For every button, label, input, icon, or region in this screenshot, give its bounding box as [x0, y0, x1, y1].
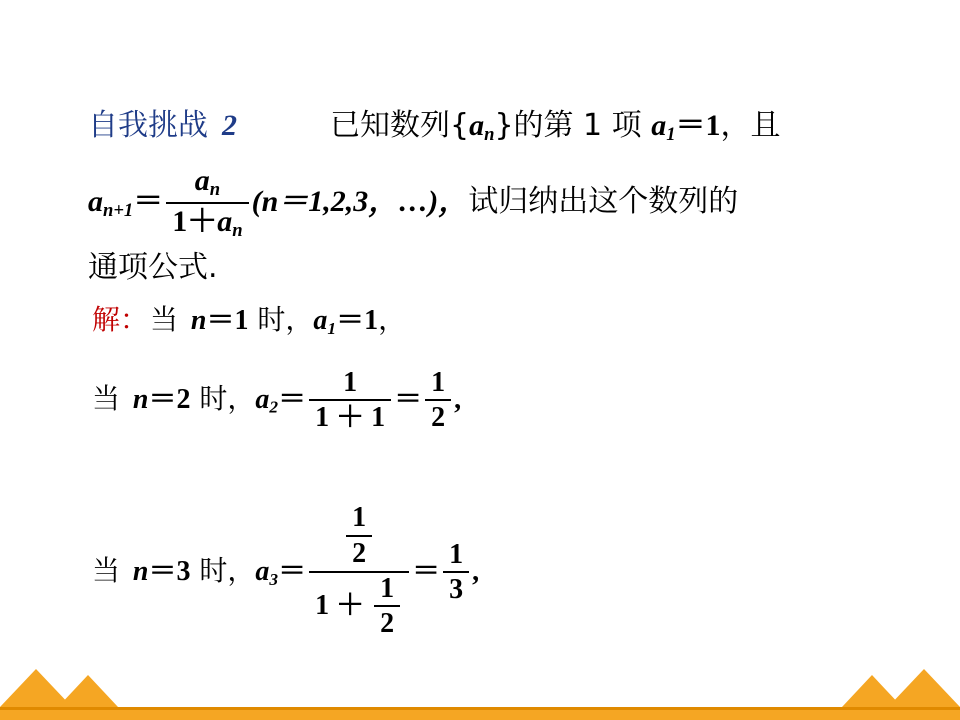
recurrence-den-subscript: n: [232, 219, 243, 241]
problem-text-mid: }的第 1 项: [494, 108, 652, 143]
step3-inner-num-denominator: 2: [352, 537, 367, 569]
recurrence-fraction-numerator: [166, 164, 248, 204]
step1-condition: ＝1: [206, 305, 249, 336]
recurrence-fraction: [166, 164, 248, 242]
recurrence-equals: ＝: [133, 184, 164, 218]
recurrence-lhs: a: [88, 184, 103, 218]
challenge-heading-number: 2: [222, 109, 237, 142]
step2-result-subscript: 2: [269, 397, 279, 417]
recurrence-den-prefix: 1＋: [172, 204, 218, 238]
step1-trailing-comma: ，: [378, 303, 407, 336]
step3-inner-denominator-fraction: [374, 573, 400, 640]
step3-value-numerator: 1: [443, 539, 469, 573]
step3-outer-denominator: [309, 573, 409, 641]
solution-step-2: [92, 368, 461, 435]
step2-when-text: 时，: [190, 381, 256, 415]
problem-statement-line-1: [330, 100, 781, 146]
step2-value-fraction: [425, 367, 451, 434]
sequence-symbol-subscript: n: [484, 124, 495, 146]
step2-result-symbol: a: [255, 383, 270, 415]
step3-complex-fraction: [309, 504, 409, 641]
step1-result-value: ＝1: [336, 305, 379, 336]
step3-inner-den-numerator: 1: [374, 573, 400, 607]
a1-subscript: 1: [666, 124, 676, 146]
step3-result-subscript: 3: [269, 570, 279, 589]
step3-when-text: 时，: [190, 554, 256, 588]
step2-condition: ＝2: [148, 383, 191, 415]
step3-result-equals: ＝: [278, 556, 307, 588]
problem-statement-line-2: [88, 165, 738, 243]
solution-step-3: [92, 502, 480, 642]
step3-inner-num-numerator: 1: [346, 502, 372, 536]
recurrence-fraction-denominator: [166, 204, 248, 242]
step3-inner-den-denominator: 2: [380, 608, 395, 640]
step3-second-equals: ＝: [412, 556, 441, 588]
recurrence-num-symbol: a: [194, 163, 210, 197]
step1-result-subscript: 1: [327, 318, 337, 338]
step2-value-denominator: 2: [431, 401, 446, 433]
step1-case-prefix: 当: [150, 303, 187, 336]
step3-case-prefix: 当: [92, 554, 129, 588]
problem-line2-tail: 试归纳出这个数列的: [468, 183, 739, 219]
problem-statement-line-3: [88, 242, 218, 286]
challenge-heading-label: 自我挑战: [88, 108, 208, 143]
step2-value-numerator: 1: [425, 367, 451, 401]
step2-fraction-denominator: 1 ＋ 1: [315, 401, 386, 433]
step2-result-equals: ＝: [278, 383, 307, 415]
challenge-heading: [88, 100, 237, 144]
step2-second-equals: ＝: [394, 383, 423, 415]
step3-trailing-comma: ,: [472, 556, 480, 588]
step2-variable: n: [132, 383, 149, 415]
step1-result-symbol: a: [313, 305, 328, 336]
recurrence-lhs-subscript: n+1: [103, 200, 134, 222]
step2-fraction-numerator: 1: [309, 367, 391, 401]
recurrence-den-symbol: a: [217, 204, 233, 238]
step3-inner-numerator-fraction: [346, 502, 372, 569]
step2-fraction: [309, 367, 391, 434]
recurrence-condition: (n＝1,2,3，…)，: [251, 184, 469, 218]
decorative-triangle-left-inner: [58, 675, 118, 707]
problem-text-post: ，且: [720, 108, 781, 143]
step3-value-fraction: [443, 539, 469, 606]
step3-outer-numerator: [309, 504, 409, 574]
step3-den-prefix: 1 ＋: [315, 590, 372, 622]
step2-trailing-comma: ,: [454, 383, 462, 415]
step3-variable: n: [132, 556, 149, 588]
step2-case-prefix: 当: [92, 381, 129, 415]
solution-label-text: 解：: [92, 303, 149, 336]
step3-value-denominator: 3: [449, 574, 464, 606]
a1-value: ＝1: [675, 109, 721, 142]
solution-step-1: [150, 298, 406, 339]
step1-variable: n: [190, 305, 207, 336]
step1-when-text: 时，: [248, 303, 314, 336]
bottom-band: [0, 710, 960, 720]
problem-line3-text: 通项公式.: [88, 250, 218, 285]
step3-condition: ＝3: [148, 556, 191, 588]
sequence-symbol: a: [469, 109, 485, 142]
step3-result-symbol: a: [255, 556, 270, 588]
a1-symbol: a: [651, 109, 667, 142]
recurrence-num-subscript: n: [209, 178, 221, 200]
problem-text-pre: 已知数列{: [330, 108, 470, 143]
decorative-triangle-right-inner: [842, 675, 902, 707]
solution-label: [92, 298, 148, 338]
